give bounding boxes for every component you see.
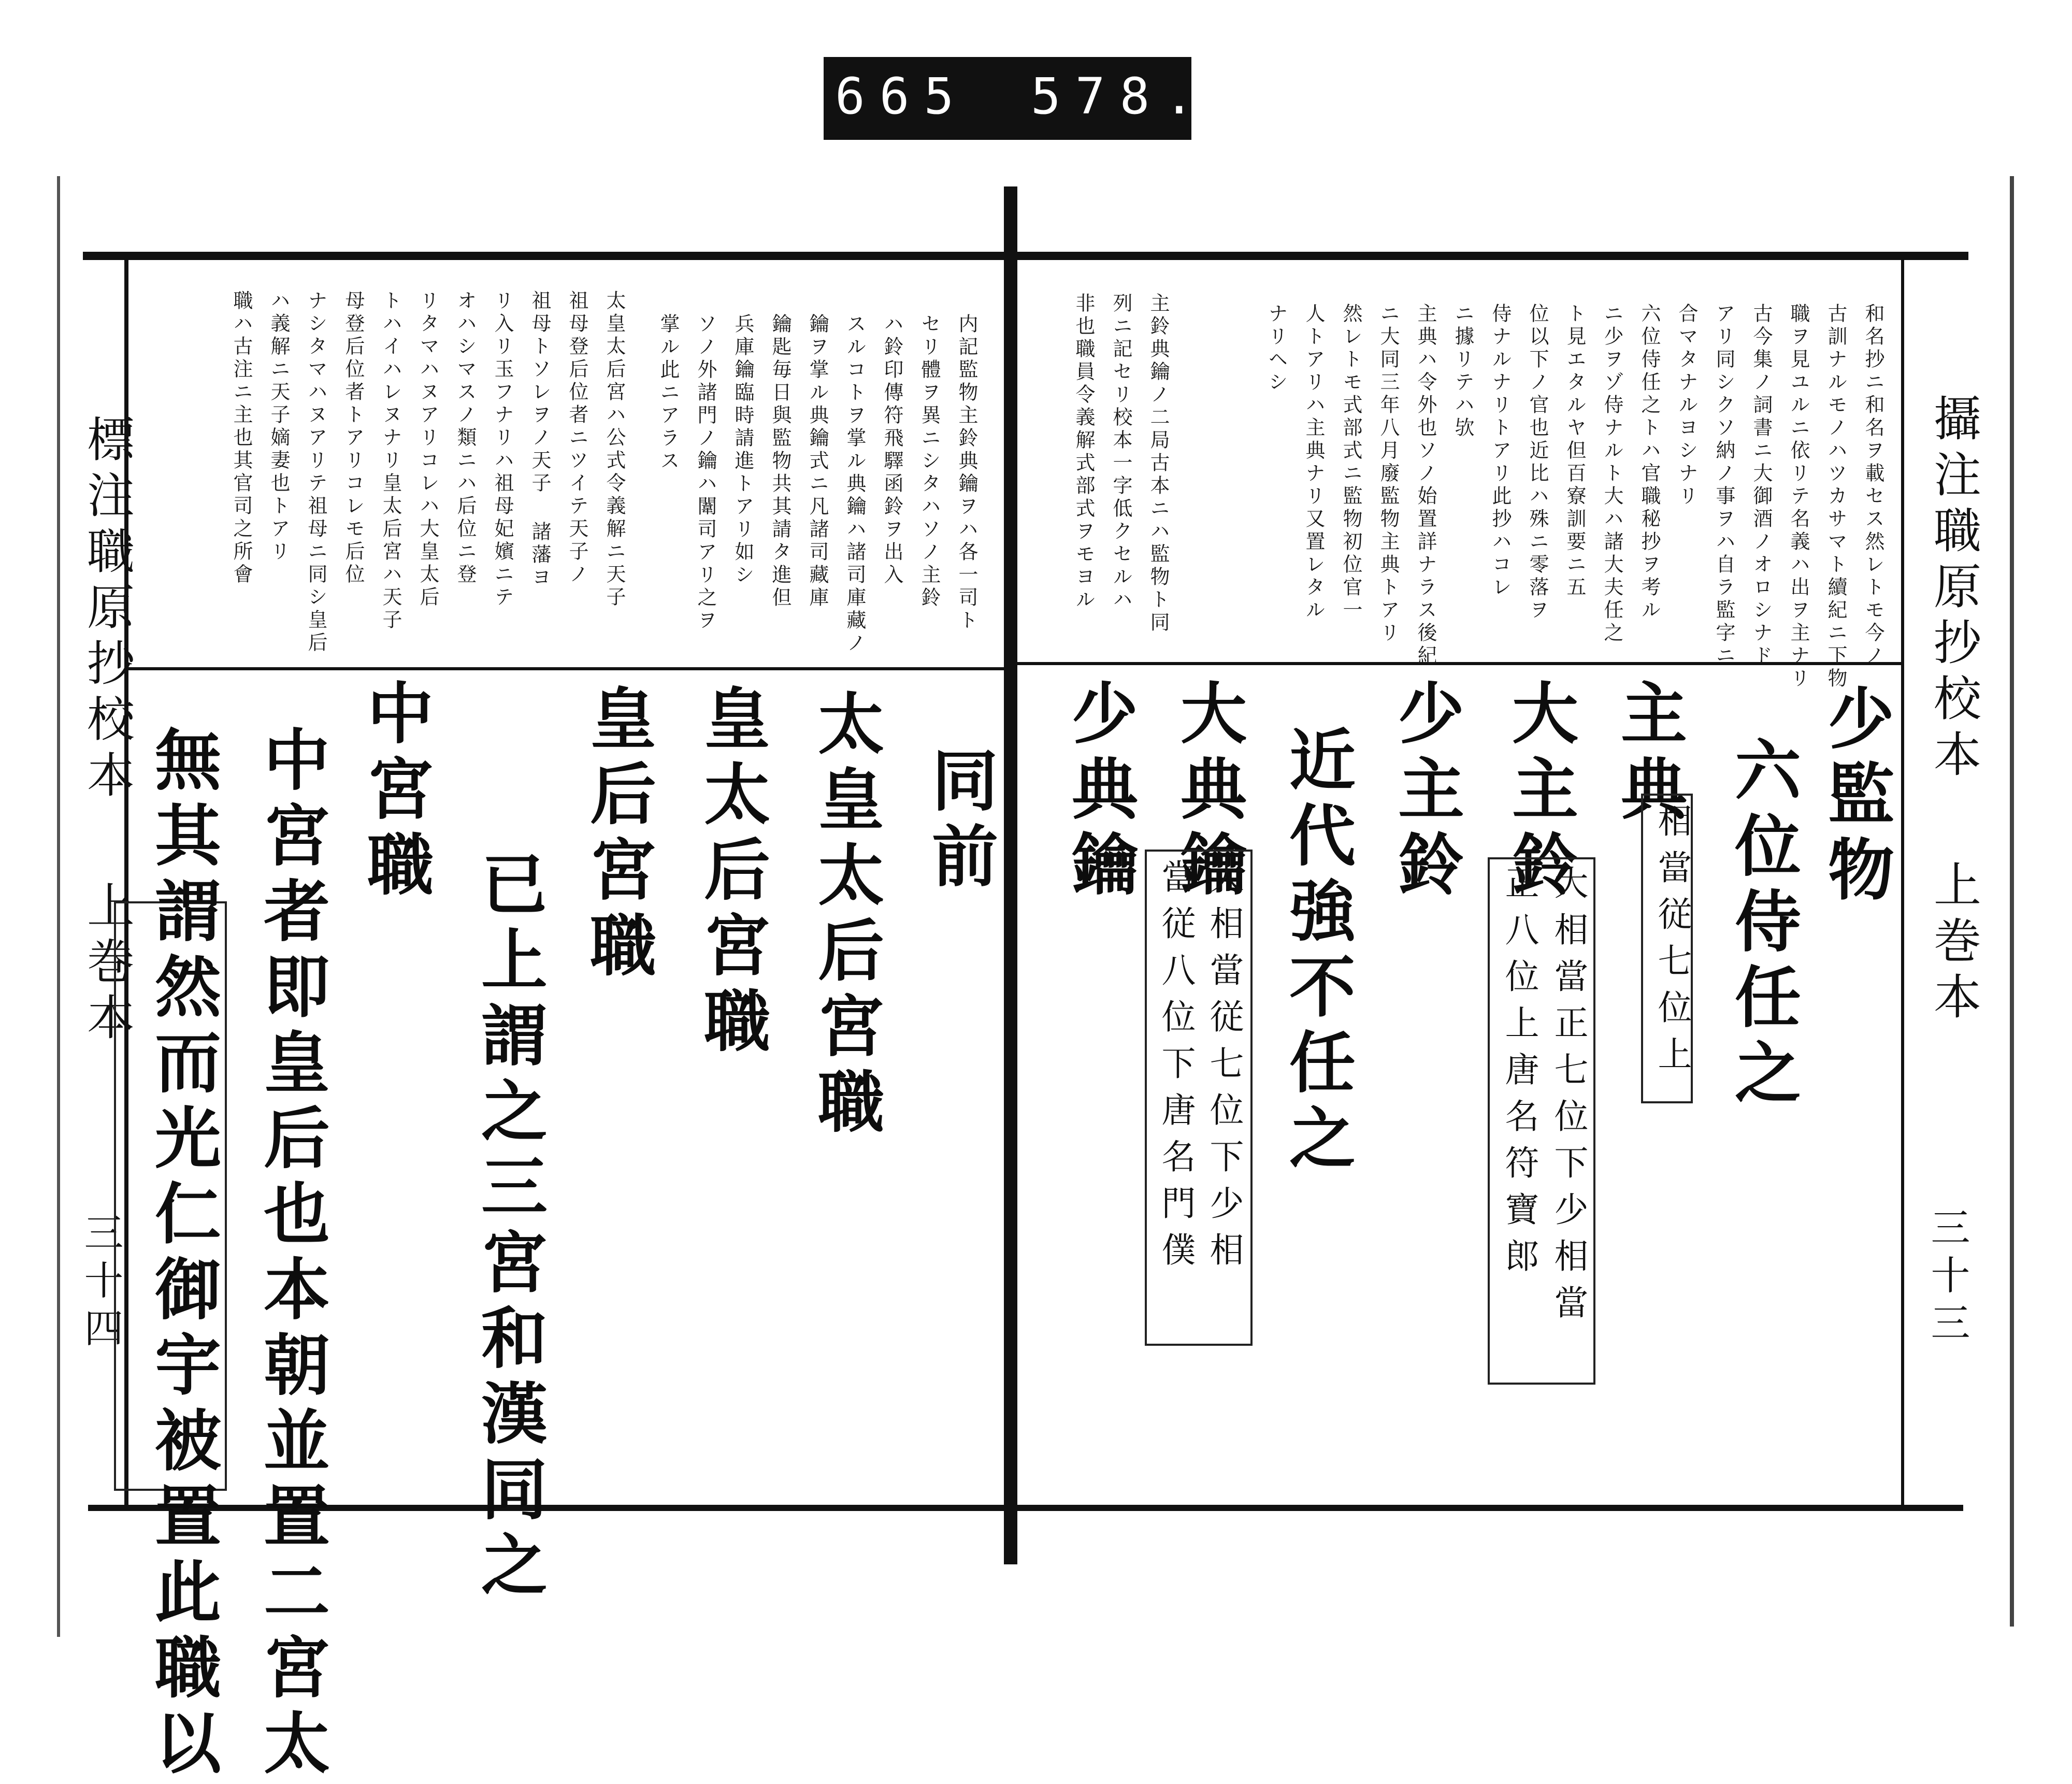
left-note-col-5: 鑰ヲ掌ル典鑰式ニ凡諸司藏庫 (806, 313, 829, 610)
entry-chuuguu-explanation: 中宮者即皇后也本朝並置二宮太 (252, 725, 330, 1784)
right-margin-volume: 上巻本 (1926, 860, 1981, 1028)
right-note-col-17: ナリヘシ (1265, 303, 1288, 394)
left-note-col-9: 掌ル此ニアラス (657, 313, 680, 473)
left-note-col-8: ソノ外諸門ノ鑰ハ闈司アリ之ヲ (694, 313, 717, 632)
left-margin-page: 三十四 (78, 1212, 124, 1355)
entry-kougou-shiki: 皇后宮職 (579, 684, 656, 986)
right-note-col-2: 古訓ナルモノハツカサマト續紀ニ下物 (1824, 303, 1847, 690)
entry-kindai-funin: 近代強不任之 (1278, 725, 1356, 1179)
entry-chuuguu-continuation: 無其謂然而光仁御宇被置此職以 (143, 725, 221, 1784)
left-note-col-19: ハ義解ニ天子嫡妻也トアリ (267, 290, 290, 564)
dai-shurei-rank-note-b: 正八位上唐名符寶郎 (1499, 865, 1539, 1285)
entry-shou-kenmotsu: 少監物 (1817, 684, 1894, 911)
outer-right-edge (2010, 176, 2014, 1627)
left-note-col-15: リタマハヌアリコレハ大皇太后 (416, 290, 439, 609)
left-note-col-20: 職ハ古注ニ主也其官司之所會 (230, 290, 253, 586)
right-margin-title: 攝注職原抄校本 (1926, 394, 1981, 785)
right-note-col-1: 和名抄ニ和名ヲ載セス然レトモ今ノ (1862, 303, 1884, 668)
left-note-col-2: セリ體ヲ異ニシタハソノ主鈴 (918, 313, 941, 610)
entry-dai-shurei: 大主鈴 (1501, 679, 1578, 905)
right-note-col-14: ニ大同三年八月廢監物主典トアリ (1377, 303, 1400, 645)
left-note-col-11: 祖母登后位者ニツイテ天子ノ (566, 290, 588, 586)
bottom-border-rule (88, 1505, 1963, 1511)
right-note-col-16: 人トアリハ主典ナリ又置レタル (1302, 303, 1325, 622)
left-note-col-7: 兵庫鑰臨時請進トアリ如シ (731, 313, 754, 587)
left-note-col-16: トハイハレヌナリ皇太后宮ハ天子 (379, 290, 402, 632)
entry-shuten: 主典 (1609, 679, 1687, 830)
left-note-col-17: 母登后位者トアリコレモ后位 (342, 290, 365, 586)
right-note-col-19: 列ニ記セリ校本一字低クセルハ (1110, 293, 1132, 612)
entry-sanguu-note: 已上謂之三宮和漢同之 (470, 850, 548, 1606)
right-note-col-10: 位以下ノ官也近比ハ殊ニ零落ヲ (1526, 303, 1549, 622)
entry-chuuguu-shiki: 中宮職 (356, 679, 434, 905)
left-note-col-3: ハ鈴印傳符飛驛函鈴ヲ出入 (881, 313, 903, 587)
dai-shurei-rank-note-a: 大相當正七位下少相當 (1548, 865, 1588, 1331)
entry-shou-shurei: 少主鈴 (1387, 679, 1464, 905)
outer-left-edge (57, 176, 60, 1637)
right-note-col-13: 主典ハ令外也ソノ始置詳ナラス後紀 (1414, 303, 1437, 668)
entry-taikoutaigou-shiki: 太皇太后宮職 (807, 689, 884, 1143)
entry-douzen: 同前 (920, 746, 998, 897)
right-note-col-12: ニ據リテハ欤 (1451, 303, 1474, 440)
entry-rokui-jinin: 六位侍任之 (1723, 736, 1801, 1114)
right-note-col-7: 六位侍任之トハ官職秘抄ヲ考ル (1638, 303, 1661, 622)
archive-number-right: 578. (1031, 67, 1209, 125)
entry-dai-tenyaku: 大典鑰 (1169, 679, 1247, 905)
top-border-rule (83, 252, 1968, 260)
left-margin-title: 標注職原抄校本 (79, 414, 135, 806)
right-margin-page: 三十三 (1924, 1207, 1970, 1350)
entry-shou-tenyaku: 少典鑰 (1060, 679, 1138, 905)
right-note-col-3: 職ヲ見ユルニ依リテ名義ハ出ヲ主ナリ (1787, 303, 1810, 690)
right-note-col-6: 合マタナルヨシナリ (1675, 303, 1698, 508)
left-margin-volume: 上巻本 (79, 881, 135, 1048)
left-note-col-6: 鑰匙毎日與監物共其請タ進但 (769, 313, 792, 610)
left-note-col-1: 内記監物主鈴典鑰ヲハ各一司ト (955, 313, 978, 632)
right-note-col-15: 然レトモ式部式ニ監物初位官一 (1340, 303, 1362, 622)
shuten-rank-note: 相當従七位上 (1652, 803, 1692, 1083)
left-note-col-14: オハシマスノ類ニハ后位ニ登 (454, 290, 477, 586)
entry-koutaigou-shiki: 皇太后宮職 (693, 684, 770, 1062)
left-note-col-10: 太皇太后宮ハ公式令義解ニ天子 (603, 290, 626, 609)
archive-number-left: 665 (835, 67, 969, 125)
left-note-col-13: リ入リ玉フナリハ祖母妃嬪ニテ (491, 290, 514, 609)
left-note-col-12: 祖母トソレヲノ天子 諸藩ヨ (528, 290, 551, 589)
right-note-col-18: 主鈴典鑰ノ二局古本ニハ監物ト同 (1147, 293, 1170, 635)
right-note-col-4: 古今集ノ詞書ニ大御酒ノオロシナド (1750, 303, 1773, 668)
right-note-col-8: ニ少ヲゾ侍ナルト大ハ諸大夫任之 (1601, 303, 1623, 645)
left-note-col-18: ナシタマハヌアリテ祖母ニ同シ皇后 (305, 290, 327, 655)
dai-tenyaku-rank-note-b: 當従八位下唐名門僕 (1156, 859, 1196, 1278)
left-notes-divider (124, 667, 1005, 670)
archive-number-strip (824, 57, 1209, 140)
dai-tenyaku-rank-note-a: 大相當従七位下少相 (1204, 859, 1244, 1278)
right-note-col-11: 侍ナルナリトアリ此抄ハコレ (1489, 303, 1512, 599)
right-note-col-5: アリ同シクソ納ノ事ヲハ自ラ監字ニ (1713, 303, 1735, 668)
left-note-col-4: スルコトヲ掌ル典鑰ハ諸司庫藏ノ (843, 313, 866, 655)
right-note-col-9: ト見エタルヤ但百寮訓要ニ五 (1563, 303, 1586, 599)
right-note-col-20: 非也職員令義解式部式ヲモヨル (1072, 293, 1095, 612)
